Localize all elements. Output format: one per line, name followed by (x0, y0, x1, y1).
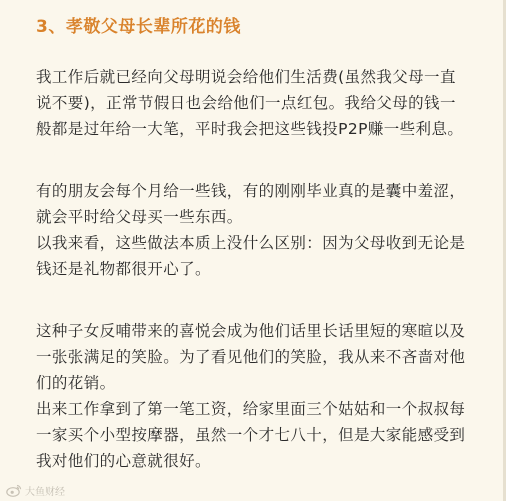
paragraph-1 (36, 64, 476, 142)
paragraph-line: 我对他们的心意就很好。 (36, 452, 211, 470)
paragraph-line: 以我来看，这些做法本质上没什么区别：因为父母收到无论是 (36, 234, 466, 252)
paragraph-line: 出来工作拿到了第一笔工资，给家里面三个姑姑和一个叔叔每 (36, 400, 466, 418)
paragraph-line: 们的花销。 (36, 374, 116, 392)
paragraph-line: 这种子女反哺带来的喜悦会成为他们话里长话里短的寒暄以及 (36, 322, 466, 340)
paragraph-line: 般都是过年给一大笔，平时我会把这些钱投P2P赚一些利息。 (36, 120, 464, 138)
paragraph-line: 一张张满足的笑脸。为了看见他们的笑脸，我从来不吝啬对他 (36, 348, 466, 366)
section-heading: 3、孝敬父母长辈所花的钱 (36, 17, 241, 37)
paragraph-line: 就会平时给父母买一些东西。 (36, 208, 243, 226)
paragraph-line: 有的朋友会每个月给一些钱，有的刚刚毕业真的是囊中羞涩， (36, 182, 466, 200)
paragraph-line: 钱还是礼物都很开心了。 (36, 260, 211, 278)
paragraph-line: 说不要)，正常节假日也会给他们一点红包。我给父母的钱一 (36, 94, 456, 112)
paragraph-line: 一家买个小型按摩器，虽然一个才七八十，但是大家能感受到 (36, 426, 466, 444)
watermark-text: 大鱼财经 (25, 487, 65, 498)
weibo-logo-icon (6, 484, 22, 497)
paragraph-line: 我工作后就已经向父母明说会给他们生活费(虽然我父母一直 (36, 68, 456, 86)
watermark (6, 483, 65, 498)
paragraph-2 (36, 178, 476, 282)
paragraph-3 (36, 318, 476, 474)
